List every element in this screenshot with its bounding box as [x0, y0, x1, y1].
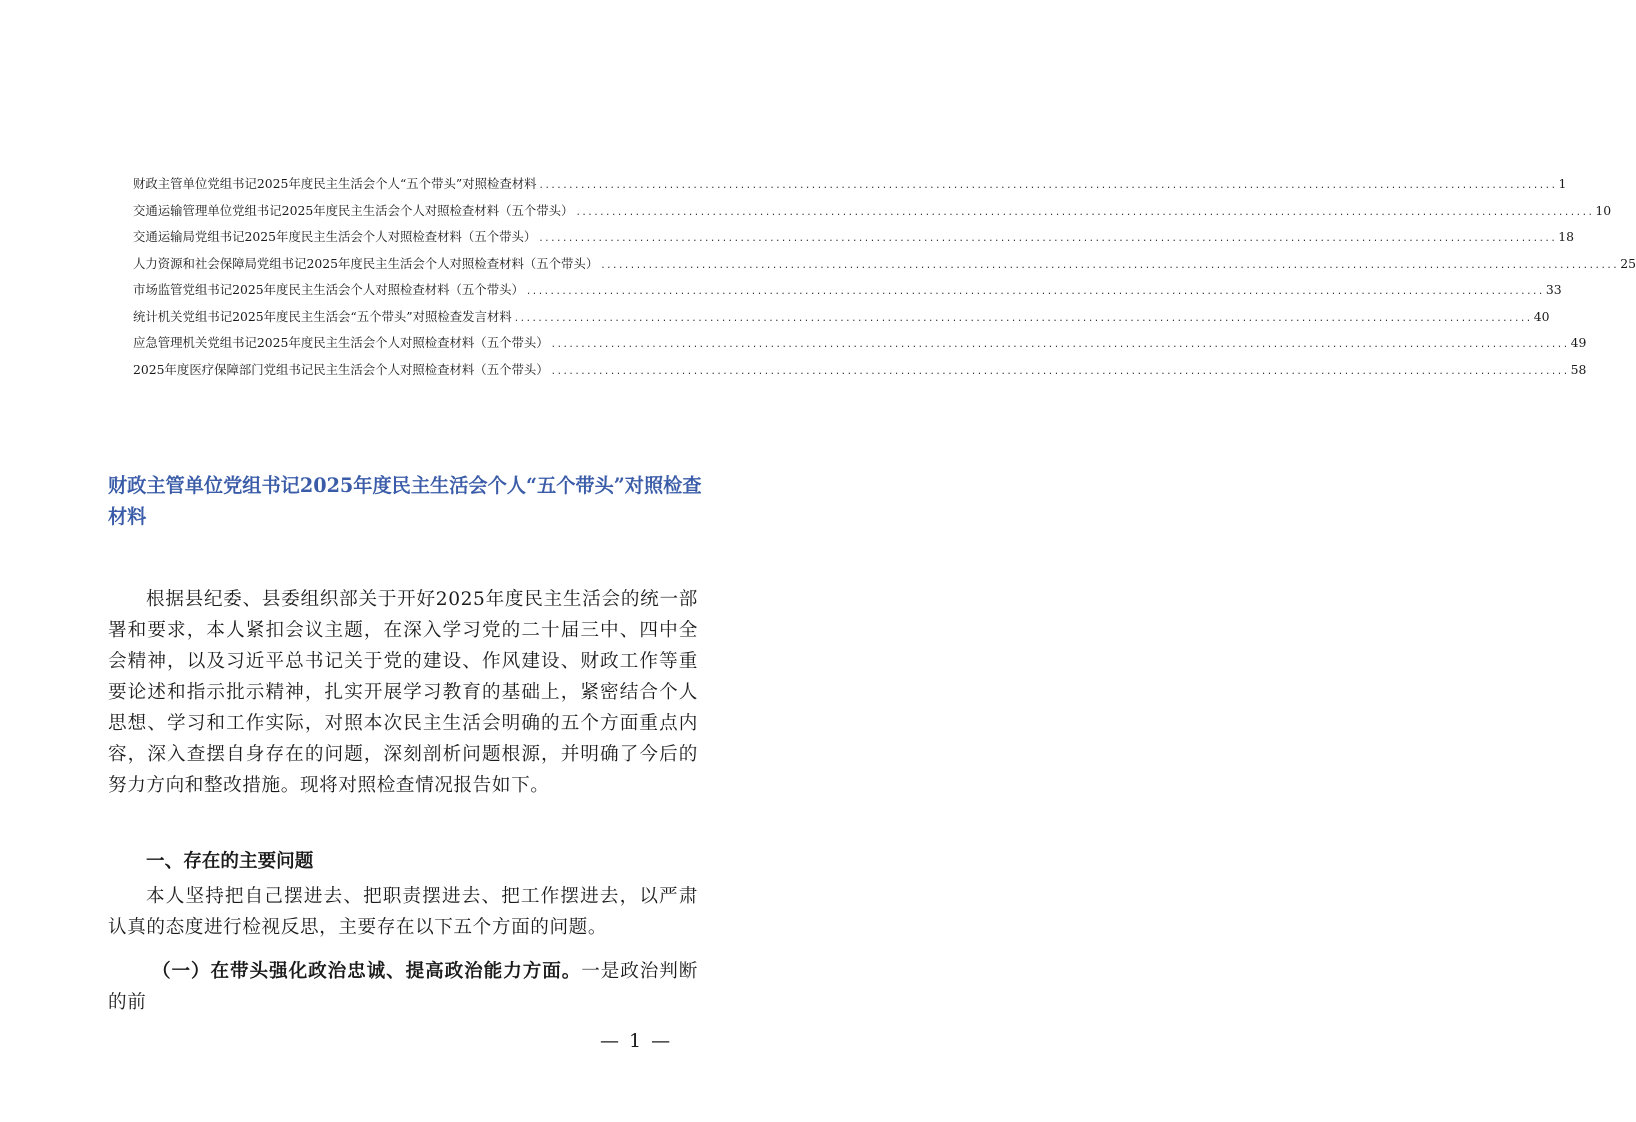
toc-entry[interactable]	[133, 280, 1562, 307]
toc-entry-title: 人力资源和社会保障局党组书记2025年度民主生活会个人对照检查材料（五个带头）	[133, 255, 599, 271]
toc-entry-page: 18	[1558, 229, 1575, 244]
toc-entry-title: 应急管理机关党组书记2025年度民主生活会个人对照检查材料（五个带头）	[133, 335, 549, 350]
section-paragraph: 本人坚持把自己摆进去、把职责摆进去、把工作摆进去，以严肃认真的态度进行检视反思，主要存在以下五个方面的问题。	[108, 886, 698, 938]
toc-entry-title: 交通运输管理单位党组书记2025年度民主生活会个人对照检查材料（五个带头）	[133, 202, 574, 218]
toc-leader-dots	[526, 287, 1544, 297]
subsection-paragraph	[108, 956, 698, 1013]
toc-entry-page: 25	[1620, 255, 1636, 271]
document-title: 财政主管单位党组书记2025年度民主生活会个人“五个带头”对照检查材料	[108, 474, 702, 528]
toc-leader-dots	[551, 340, 1569, 350]
table-of-contents	[133, 174, 1636, 386]
toc-entry-page: 40	[1533, 308, 1550, 324]
subsection-text: 一是政治判断的前	[108, 961, 698, 1013]
toc-leader-dots	[538, 234, 1556, 244]
toc-entry-page: 49	[1570, 335, 1587, 350]
toc-leader-dots	[551, 367, 1569, 377]
toc-entry[interactable]	[133, 227, 1575, 254]
toc-leader-dots	[600, 261, 1618, 271]
toc-entry[interactable]	[133, 174, 1567, 201]
toc-entry[interactable]	[133, 360, 1587, 387]
toc-entry-title: 统计机关党组书记2025年度民主生活会“五个带头”对照检查发言材料	[133, 308, 512, 324]
toc-entry[interactable]	[133, 254, 1636, 281]
toc-entry-page: 58	[1570, 361, 1587, 377]
toc-leader-dots	[539, 181, 1557, 191]
intro-paragraph: 根据县纪委、县委组织部关于开好2025年度民主生活会的统一部署和要求，本人紧扣会议主题，在深入学习党的二十届三中、四中全会精神，以及习近平总书记关于党的建设、作风建设、财政工作等重要论述和指示批示精神，扎实开展学习教育的基础上，紧密结合个人思想、学习和工作实际，对照本次民主生活会明确的五个方面重点内容，深入查摆自身存在的问题，深刻剖析问题根源，并明确了今后的努力方向和整改措施。现将对照检查情况报告如下。	[108, 589, 698, 796]
toc-entry-title: 财政主管单位党组书记2025年度民主生活会个人“五个带头”对照检查材料	[133, 176, 537, 191]
toc-entry-page: 10	[1595, 202, 1612, 218]
toc-entry-title: 2025年度医疗保障部门党组书记民主生活会个人对照检查材料（五个带头）	[133, 361, 549, 377]
toc-entry[interactable]	[133, 333, 1587, 360]
page-number: — 1 —	[600, 1030, 673, 1052]
toc-entry-title: 交通运输局党组书记2025年度民主生活会个人对照检查材料（五个带头）	[133, 229, 537, 244]
toc-leader-dots	[514, 314, 1532, 324]
toc-entry-title: 市场监管党组书记2025年度民主生活会个人对照检查材料（五个带头）	[133, 282, 524, 297]
toc-entry[interactable]	[133, 307, 1550, 334]
toc-entry[interactable]	[133, 201, 1612, 228]
toc-entry-page: 1	[1558, 176, 1567, 191]
toc-leader-dots	[575, 208, 1593, 218]
toc-entry-page: 33	[1545, 282, 1562, 297]
section-heading: 一、存在的主要问题	[146, 851, 314, 872]
subsection-label: （一）在带头强化政治忠诚、提高政治能力方面。	[152, 961, 582, 982]
